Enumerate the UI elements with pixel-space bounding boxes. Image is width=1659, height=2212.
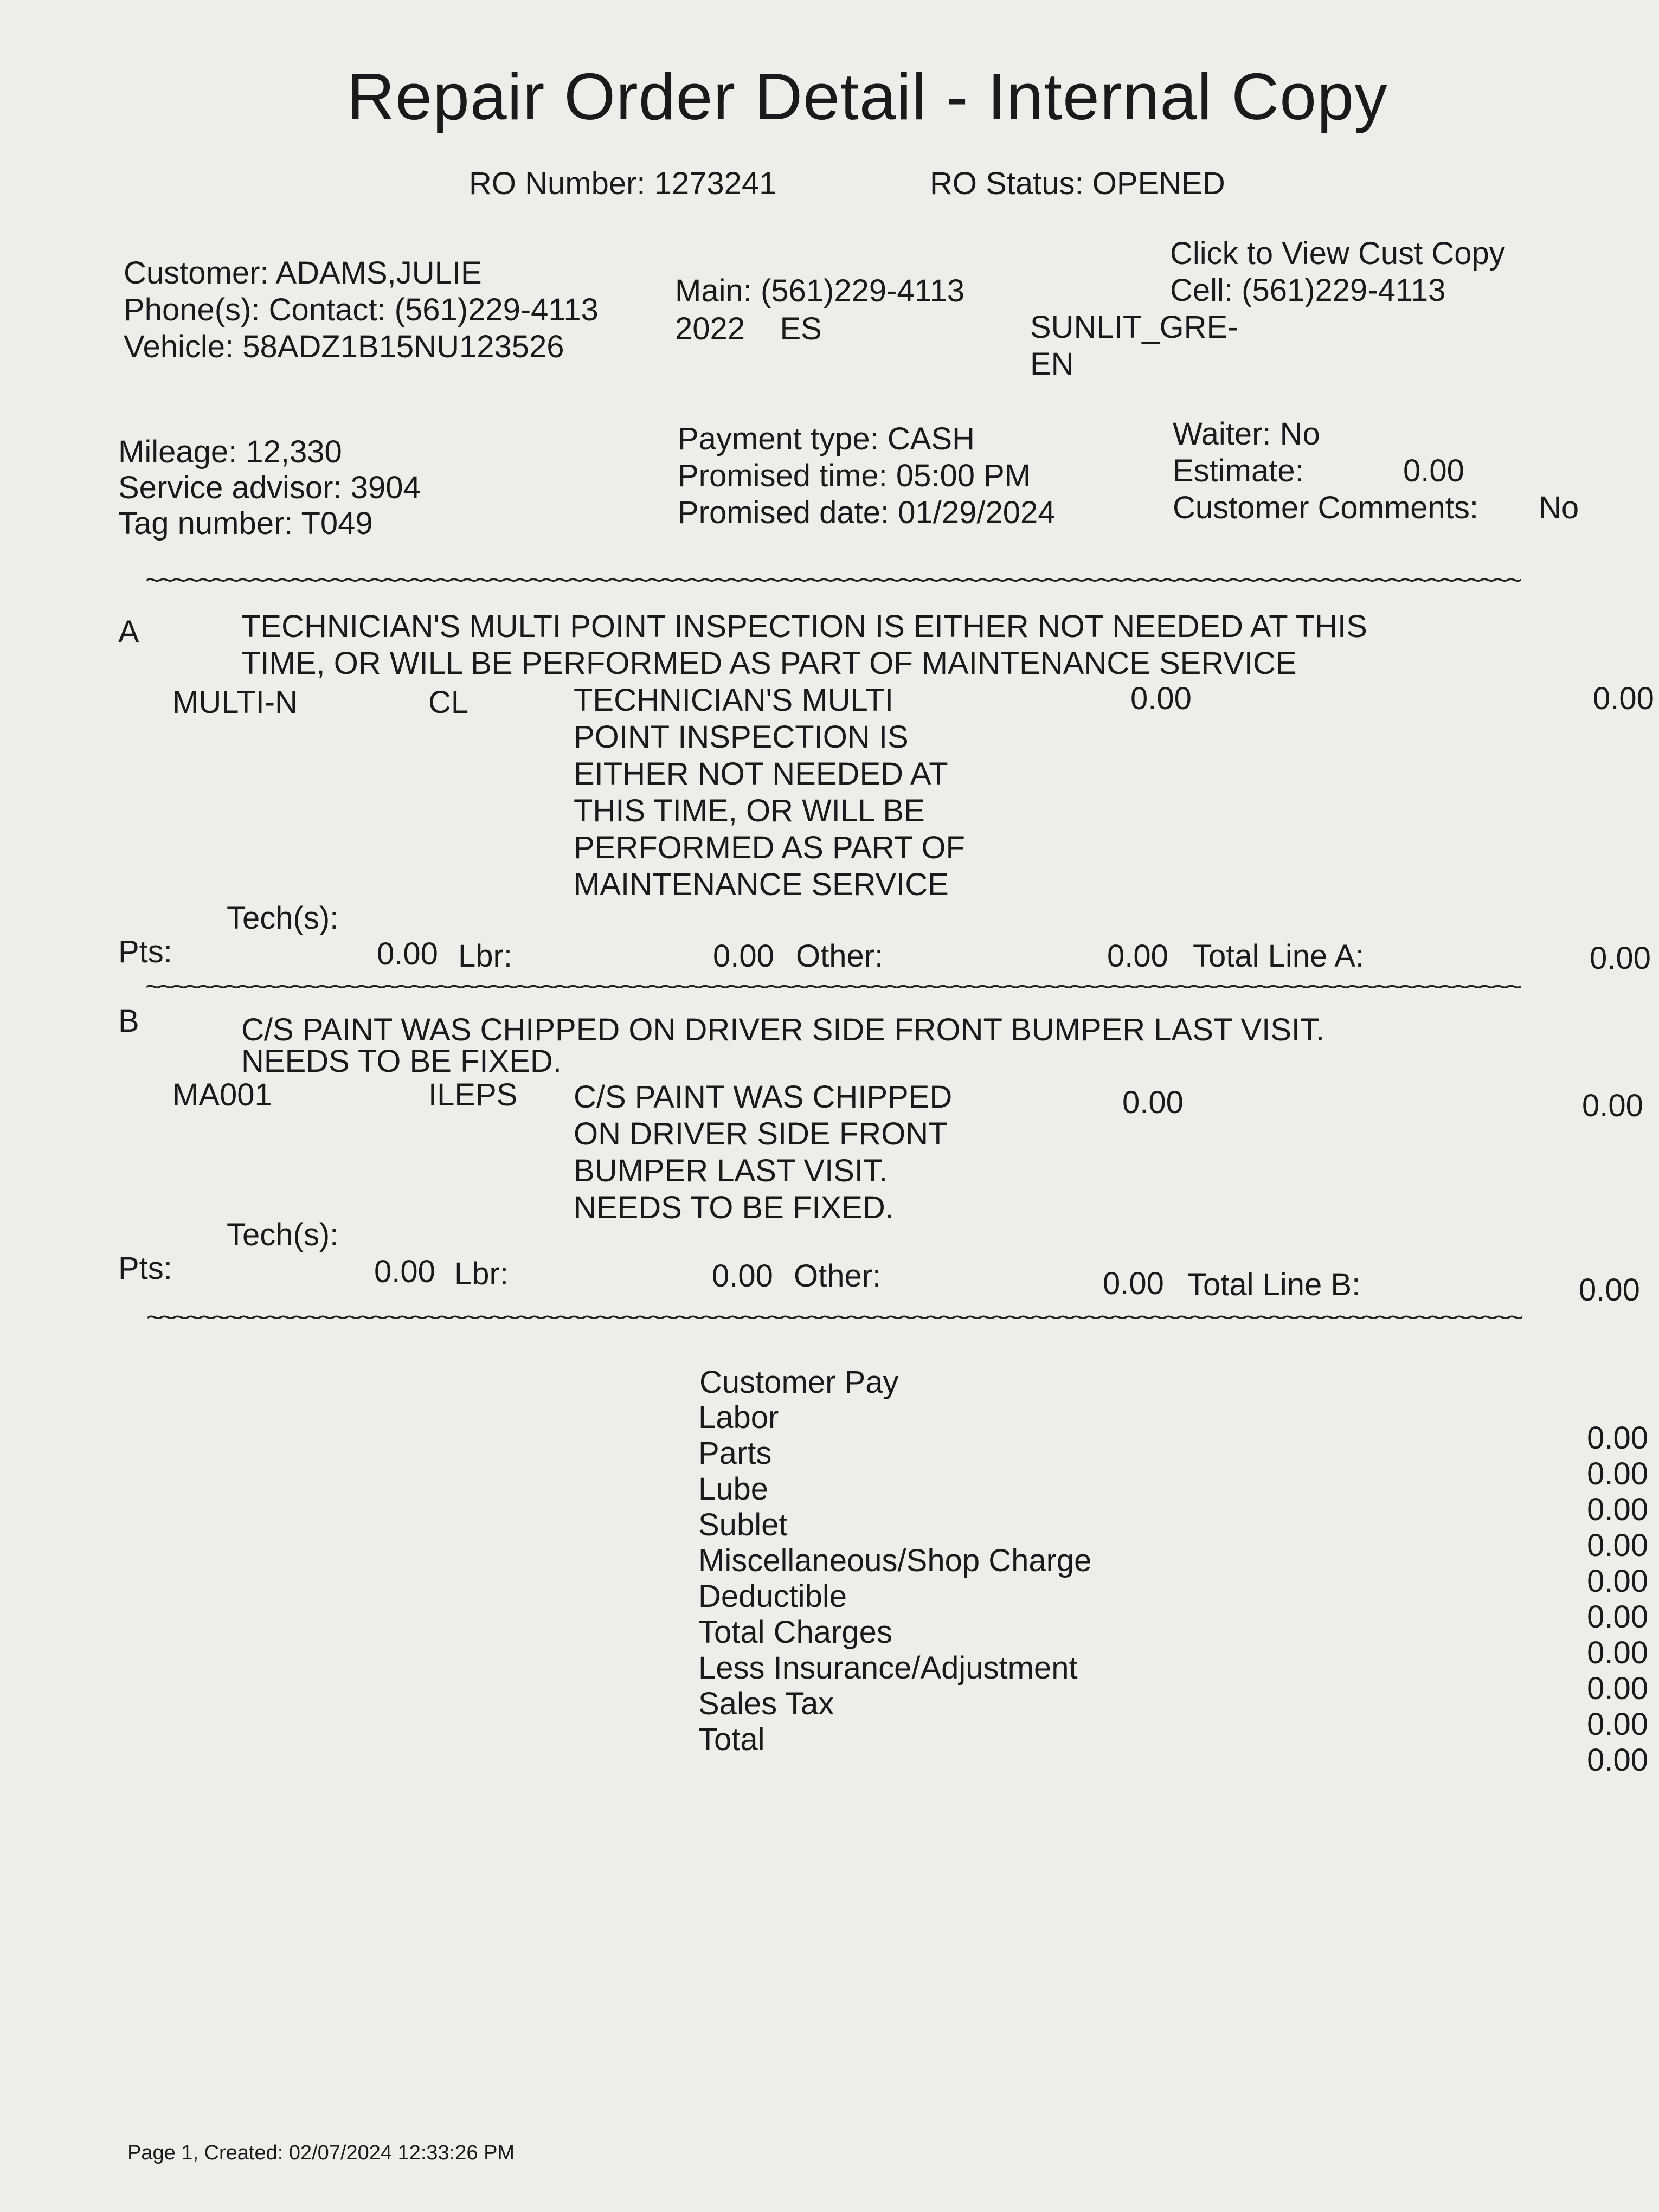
summary-value: 0.00 xyxy=(1587,1420,1648,1456)
line-total-label: Total Line A: xyxy=(1193,938,1364,974)
summary-value: 0.00 xyxy=(1587,1528,1648,1563)
line-amount: 0.00 xyxy=(1122,1085,1184,1120)
page-title: Repair Order Detail - Internal Copy xyxy=(347,60,1388,133)
op-description-line: MAINTENANCE SERVICE xyxy=(574,867,949,902)
tag-number: Tag number: T049 xyxy=(118,506,373,541)
line-amount: 0.00 xyxy=(1593,681,1654,716)
customer-phones: Phone(s): Contact: (561)229-4113 xyxy=(124,292,599,327)
op-description-line: EITHER NOT NEEDED AT xyxy=(574,756,948,792)
estimate-value: 0.00 xyxy=(1403,453,1464,488)
customer-comments-value: No xyxy=(1539,490,1579,525)
vehicle-color-line-1: SUNLIT_GRE- xyxy=(1030,310,1238,345)
op-description-line: TECHNICIAN'S MULTI xyxy=(574,683,894,718)
waiter: Waiter: No xyxy=(1173,416,1320,452)
summary-label: Lube xyxy=(698,1471,769,1507)
labor-value: 0.00 xyxy=(712,1258,773,1294)
summary-label: Deductible xyxy=(698,1579,847,1614)
summary-label: Sublet xyxy=(698,1507,788,1542)
service-advisor: Service advisor: 3904 xyxy=(118,470,421,505)
other-label: Other: xyxy=(796,938,884,974)
customer-main-phone: Main: (561)229-4113 xyxy=(675,273,965,308)
customer-pay-labels xyxy=(698,1400,1091,1758)
summary-value: 0.00 xyxy=(1587,1456,1648,1491)
summary-label: Total xyxy=(698,1722,765,1757)
summary-label: Less Insurance/Adjustment xyxy=(698,1650,1078,1686)
line-total-label: Total Line B: xyxy=(1187,1267,1361,1302)
op-description xyxy=(574,682,965,903)
payment-type: Payment type: CASH xyxy=(678,421,975,456)
estimate-label: Estimate: xyxy=(1173,453,1304,488)
line-concern: C/S PAINT WAS CHIPPED ON DRIVER SIDE FRONT BUMPER LAST VISIT. xyxy=(241,1012,1325,1047)
summary-label: Sales Tax xyxy=(698,1686,834,1721)
vehicle-color-line-2: EN xyxy=(1030,346,1074,382)
summary-value: 0.00 xyxy=(1587,1564,1648,1599)
ro-number: RO Number: 1273241 xyxy=(469,166,777,201)
promised-time: Promised time: 05:00 PM xyxy=(678,458,1031,493)
view-customer-copy-link[interactable]: Click to View Cust Copy xyxy=(1170,236,1505,271)
parts-value: 0.00 xyxy=(377,936,438,972)
page-footer: Page 1, Created: 02/07/2024 12:33:26 PM xyxy=(127,2142,515,2164)
summary-value: 0.00 xyxy=(1587,1707,1648,1742)
promised-date: Promised date: 01/29/2024 xyxy=(678,495,1056,530)
line-total-value: 0.00 xyxy=(1579,1272,1640,1308)
labor-label: Lbr: xyxy=(458,938,512,974)
separator-line: ~~~~~~~~~~~~~~~~~~~~~~~~~~~~~~~~~~~~~~~~~~~~~~~~~~~~~~~~~~~~~~~~~~~~~~~~~~~~~~~~~~~~~~~~~~~~~~~~~~~~~~~~ xyxy=(145,564,1520,596)
other-value: 0.00 xyxy=(1103,1266,1164,1301)
op-description-line: BUMPER LAST VISIT. xyxy=(574,1153,888,1188)
op-description-line: ON DRIVER SIDE FRONT xyxy=(574,1116,948,1152)
summary-label: Miscellaneous/Shop Charge xyxy=(698,1543,1092,1578)
line-concern: TIME, OR WILL BE PERFORMED AS PART OF MAINTENANCE SERVICE xyxy=(241,646,1297,681)
line-total-value: 0.00 xyxy=(1590,941,1651,976)
line-letter: A xyxy=(118,614,139,650)
op-type: CL xyxy=(428,685,469,720)
summary-value: 0.00 xyxy=(1587,1599,1648,1635)
summary-value: 0.00 xyxy=(1587,1635,1648,1670)
other-value: 0.00 xyxy=(1107,938,1168,974)
vehicle-year-model: 2022 ES xyxy=(675,311,822,346)
labor-label: Lbr: xyxy=(454,1256,509,1291)
parts-value: 0.00 xyxy=(374,1254,435,1289)
separator-line: ~~~~~~~~~~~~~~~~~~~~~~~~~~~~~~~~~~~~~~~~~~~~~~~~~~~~~~~~~~~~~~~~~~~~~~~~~~~~~~~~~~~~~~~~~~~~~~~~~~~~~~~~ xyxy=(146,1302,1521,1333)
other-label: Other: xyxy=(794,1258,882,1294)
summary-label: Total Charges xyxy=(698,1615,892,1650)
customer-pay-heading: Customer Pay xyxy=(699,1365,899,1400)
op-description xyxy=(574,1079,952,1226)
line-amount: 0.00 xyxy=(1582,1088,1643,1123)
parts-label: Pts: xyxy=(118,1251,172,1286)
line-letter: B xyxy=(118,1004,139,1039)
ro-status: RO Status: OPENED xyxy=(930,166,1225,201)
mileage: Mileage: 12,330 xyxy=(118,434,342,470)
summary-value: 0.00 xyxy=(1587,1742,1648,1778)
op-code: MULTI-N xyxy=(172,685,298,720)
techs-label: Tech(s): xyxy=(227,901,339,936)
line-concern: NEEDS TO BE FIXED. xyxy=(241,1044,562,1079)
separator-line: ~~~~~~~~~~~~~~~~~~~~~~~~~~~~~~~~~~~~~~~~~~~~~~~~~~~~~~~~~~~~~~~~~~~~~~~~~~~~~~~~~~~~~~~~~~~~~~~~~~~~~~~~ xyxy=(145,971,1520,1002)
customer-comments-label: Customer Comments: xyxy=(1173,490,1479,525)
parts-label: Pts: xyxy=(118,934,172,969)
op-description-line: NEEDS TO BE FIXED. xyxy=(574,1190,894,1225)
op-description-line: PERFORMED AS PART OF xyxy=(574,830,965,865)
customer-vehicle: Vehicle: 58ADZ1B15NU123526 xyxy=(124,329,564,364)
op-description-line: POINT INSPECTION IS xyxy=(574,719,909,755)
op-description-line: C/S PAINT WAS CHIPPED xyxy=(574,1079,953,1115)
summary-value: 0.00 xyxy=(1587,1671,1648,1706)
techs-label: Tech(s): xyxy=(227,1217,339,1252)
line-amount: 0.00 xyxy=(1130,681,1192,716)
op-type: ILEPS xyxy=(428,1077,518,1113)
op-description-line: THIS TIME, OR WILL BE xyxy=(574,793,925,828)
customer-cell-phone: Cell: (561)229-4113 xyxy=(1170,273,1446,308)
customer-pay-values xyxy=(1561,1420,1648,1778)
customer-name: Customer: ADAMS,JULIE xyxy=(124,255,482,291)
op-code: MA001 xyxy=(172,1077,272,1113)
line-concern: TECHNICIAN'S MULTI POINT INSPECTION IS EITHER NOT NEEDED AT THIS xyxy=(241,609,1367,644)
summary-label: Labor xyxy=(698,1400,779,1435)
summary-value: 0.00 xyxy=(1587,1492,1648,1527)
labor-value: 0.00 xyxy=(713,938,774,974)
summary-label: Parts xyxy=(698,1436,772,1471)
